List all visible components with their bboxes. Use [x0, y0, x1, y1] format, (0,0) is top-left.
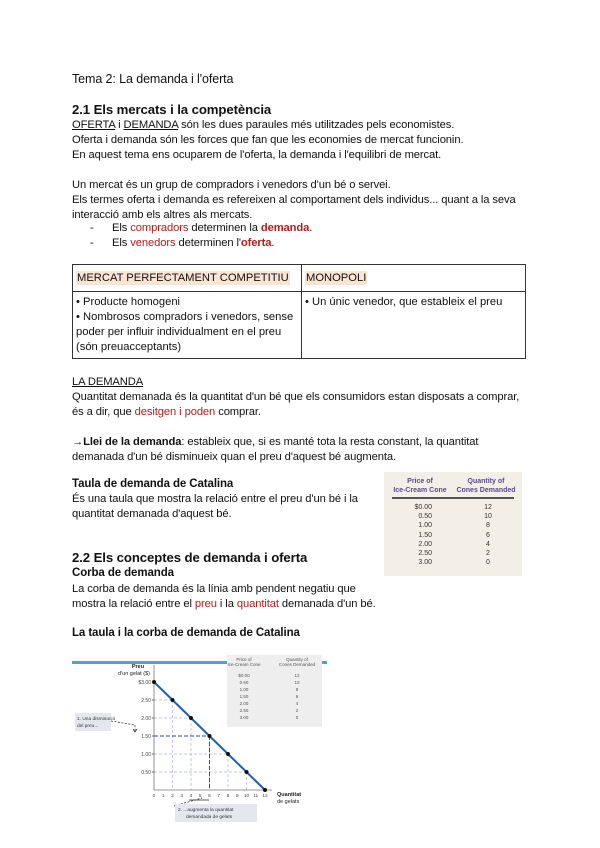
svg-text:12: 12 [262, 794, 268, 799]
quantity-column-header: Quantity of Cones Demanded [456, 478, 516, 494]
callout-1-connector [111, 721, 135, 731]
demand-curve-definition-2: mostra la relació entre el preu i la quantitat demanada d'un bé. [72, 598, 376, 610]
arrow-icon: → [72, 436, 84, 448]
svg-text:1.00: 1.00 [141, 752, 151, 758]
header-perfect-competition: MERCAT PERFECTAMENT COMPETITIU [73, 265, 302, 292]
schedule-heading: Taula de demanda de Catalina [72, 478, 234, 490]
demand-curve-figure [72, 655, 340, 825]
svg-text:1.50: 1.50 [141, 734, 151, 740]
svg-text:2.50: 2.50 [239, 708, 249, 713]
svg-text:3: 3 [180, 794, 184, 799]
svg-text:4: 4 [189, 794, 193, 799]
ice-cream-demand-table [384, 472, 522, 576]
svg-text:8: 8 [226, 794, 230, 799]
svg-text:$0.00: $0.00 [238, 673, 250, 678]
quantity-column: 12 10 8 6 4 2 0 [484, 504, 492, 567]
intro-line-2: Oferta i demanda són les forces que fan que les economies de mercat funcionin. [72, 134, 464, 146]
section-2-heading: 2.2 Els conceptes de demanda i oferta [72, 550, 308, 565]
bullet-venedors: - Els venedors determinen l'oferta. [90, 237, 275, 249]
svg-text:2: 2 [295, 708, 299, 713]
monopoly-cell: • Un únic venedor, que estableix el preu [302, 292, 526, 359]
law-of-demand-line-2: demanada d'un bé disminueix quan el preu d'aquest bé augmenta. [72, 451, 396, 463]
price-column-header: Price of Ice-Cream Cone [393, 478, 447, 494]
svg-text:d'un gelat ($): d'un gelat ($) [118, 671, 150, 677]
svg-text:10: 10 [243, 794, 250, 799]
bullet-compradors: - Els compradors determinen la demanda. [90, 222, 313, 234]
svg-text:6: 6 [295, 694, 299, 699]
svg-text:Quantity of: Quantity of [286, 657, 308, 662]
svg-text:2: 2 [171, 794, 174, 799]
market-comparison-table [72, 264, 526, 359]
svg-text:4: 4 [295, 701, 299, 706]
svg-text:0: 0 [152, 794, 156, 799]
svg-text:1.50: 1.50 [239, 694, 249, 699]
x-ticks [153, 793, 268, 799]
svg-text:$3.00: $3.00 [138, 680, 151, 686]
svg-text:7: 7 [217, 794, 221, 799]
demanda-underlined: DEMANDA [123, 119, 179, 131]
svg-text:1: 1 [161, 794, 165, 799]
intro-line-1: OFERTA i DEMANDA són les dues paraules més utilitzades pels economistes. [72, 119, 455, 131]
svg-text:2.50: 2.50 [141, 698, 151, 704]
svg-text:2.00: 2.00 [141, 716, 151, 722]
oferta-underlined: OFERTA [72, 119, 116, 131]
svg-text:Preu: Preu [131, 664, 145, 670]
demand-definition-1: Quantitat demanada és la quantitat d'un bé que els consumidors estan disposats a comprar, [72, 391, 520, 403]
svg-text:6: 6 [208, 794, 211, 799]
svg-text:Cones Demanded: Cones Demanded [278, 662, 316, 667]
market-definition: Un mercat és un grup de compradors i venedors d'un bé o servei. [72, 179, 391, 191]
schedule-definition-2: quantitat demanada d'aquest bé. [72, 508, 232, 520]
x-axis-label [277, 792, 301, 805]
svg-text:0.50: 0.50 [141, 770, 151, 776]
terms-line-2: interacció amb els altres als mercats. [72, 209, 253, 221]
y-axis-label [118, 664, 150, 677]
svg-text:demandada de gelats: demandada de gelats [186, 815, 233, 820]
svg-text:11: 11 [253, 794, 259, 799]
figure-heading: La taula i la corba de demanda de Catalina [72, 627, 300, 639]
svg-text:1. Una disminució: 1. Una disminució [77, 717, 116, 722]
svg-text:3.00: 3.00 [239, 715, 249, 720]
svg-text:5: 5 [198, 794, 202, 799]
svg-text:8: 8 [295, 687, 299, 692]
demand-definition-2: és a dir, que desitgen i poden comprar. [72, 406, 261, 418]
terms-line-1: Els termes oferta i demanda es refereixen al comportament dels individus... quant a la seva [72, 194, 516, 206]
demand-heading: LA DEMANDA [72, 376, 144, 388]
svg-text:0: 0 [295, 715, 299, 720]
intro-line-3: En aquest tema ens ocuparem de l'oferta, la demanda i l'equilibri de mercat. [72, 149, 442, 161]
svg-text:1.00: 1.00 [239, 687, 249, 692]
svg-text:9: 9 [235, 794, 239, 799]
svg-text:0.50: 0.50 [239, 680, 249, 685]
schedule-definition-1: És una taula que mostra la relació entre el preu d'un bé i la [72, 493, 358, 505]
y-ticks [138, 680, 151, 776]
section-1-heading: 2.1 Els mercats i la competència [72, 102, 272, 117]
svg-text:2. ...augmenta la quantitat: 2. ...augmenta la quantitat [178, 808, 234, 813]
demand-curve-definition-1: La corba de demanda és la línia amb pendent negatiu que [72, 583, 356, 595]
svg-text:12: 12 [294, 673, 300, 678]
header-monopoly: MONOPOLI [302, 265, 526, 292]
perfect-competition-cell: • Producte homogeni • Nombrosos compradors i venedors, sense poder per influir individualment en el preu (són preuacceptants) [73, 292, 302, 359]
svg-text:Ice-Cream Cone: Ice-Cream Cone [227, 662, 261, 667]
header-rule [392, 497, 514, 499]
svg-text:de gelats: de gelats [277, 799, 300, 805]
highlight-gridlines [154, 736, 210, 790]
law-of-demand-line-1: →Llei de la demanda: estableix que, si es manté tota la resta constant, la quantitat [72, 436, 479, 448]
document-title: Tema 2: La demanda i l'oferta [72, 72, 234, 86]
price-column: $0.00 0.50 1.00 1.50 2.00 2.50 3.00 [414, 504, 432, 567]
svg-text:10: 10 [294, 680, 300, 685]
svg-text:2.00: 2.00 [239, 701, 249, 706]
svg-text:del preu...: del preu... [77, 724, 99, 729]
demand-curve-subheading: Corba de demanda [72, 567, 174, 579]
svg-text:Quantitat: Quantitat [277, 792, 302, 798]
svg-text:Price of: Price of [236, 657, 252, 662]
